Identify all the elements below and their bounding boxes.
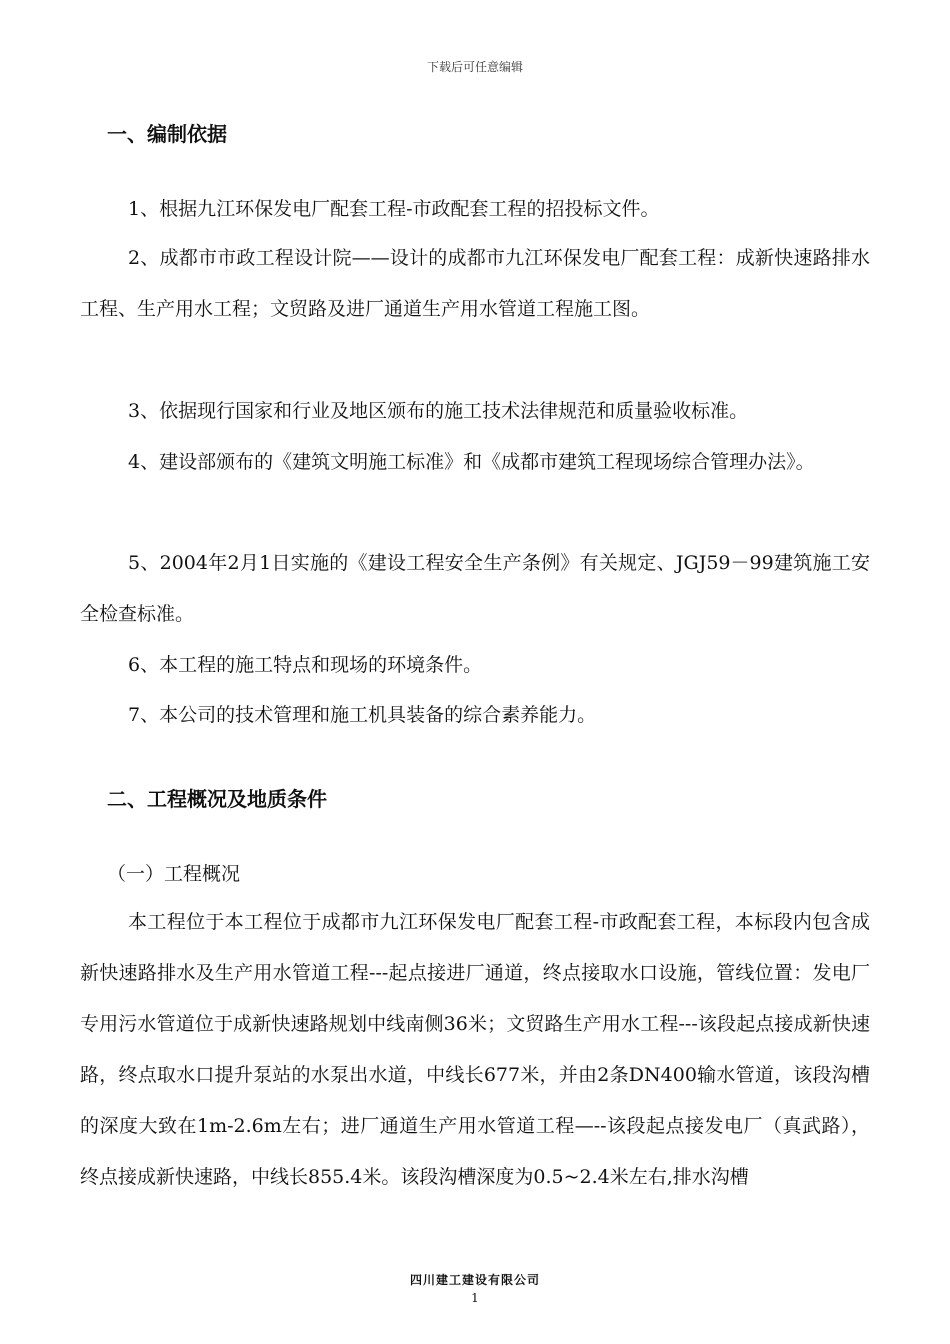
basis-item-2: 2、成都市市政工程设计院——设计的成都市九江环保发电厂配套工程：成新快速路排水工程、生产用水工程；文贸路及进厂通道生产用水管道工程施工图。 xyxy=(80,247,870,320)
page-number: 1 xyxy=(471,1291,479,1305)
subsection-title: （一）工程概况 xyxy=(107,863,241,885)
basis-item-3: 3、依据现行国家和行业及地区颁布的施工技术法律规范和质量验收标准。 xyxy=(128,400,749,422)
basis-item-7: 7、本公司的技术管理和施工机具装备的综合素养能力。 xyxy=(128,704,597,726)
section-1-title: 一、编制依据 xyxy=(107,122,227,146)
basis-item-5: 5、2004年2月1日实施的《建设工程安全生产条例》有关规定、JGJ59－99建筑施工安全检查标准。 xyxy=(80,552,870,625)
basis-item-4: 4、建设部颁布的《建筑文明施工标准》和《成都市建筑工程现场综合管理办法》。 xyxy=(128,451,815,473)
basis-item-6: 6、本工程的施工特点和现场的环境条件。 xyxy=(128,654,483,676)
section-2-title: 二、工程概况及地质条件 xyxy=(107,787,327,811)
footer-company: 四川建工建设有限公司 xyxy=(409,1273,540,1287)
basis-item-1: 1、根据九江环保发电厂配套工程-市政配套工程的招投标文件。 xyxy=(128,198,660,220)
header-note: 下载后可任意编辑 xyxy=(426,60,523,74)
overview-paragraph: 本工程位于本工程位于成都市九江环保发电厂配套工程-市政配套工程，本标段内包含成新快速路排水及生产用水管道工程---起点接进厂通道，终点接取水口设施，管线位置：发电厂专用污水管道位于成新快速路规划中线南侧36米；文贸路生产用水工程---该段起点接成新快速路，终点取水口提升泵站的水泵出水道，中线长677米，并由2条DN400输水管道，该段沟槽的深度大致在1m-2.6m左右；进厂通道生产用水管道工程—--该段起点接发电厂（真武路），终点接成新快速路，中线长855.4米。该段沟槽深度为0.5~2.4米左右,排水沟槽 xyxy=(80,911,870,1188)
